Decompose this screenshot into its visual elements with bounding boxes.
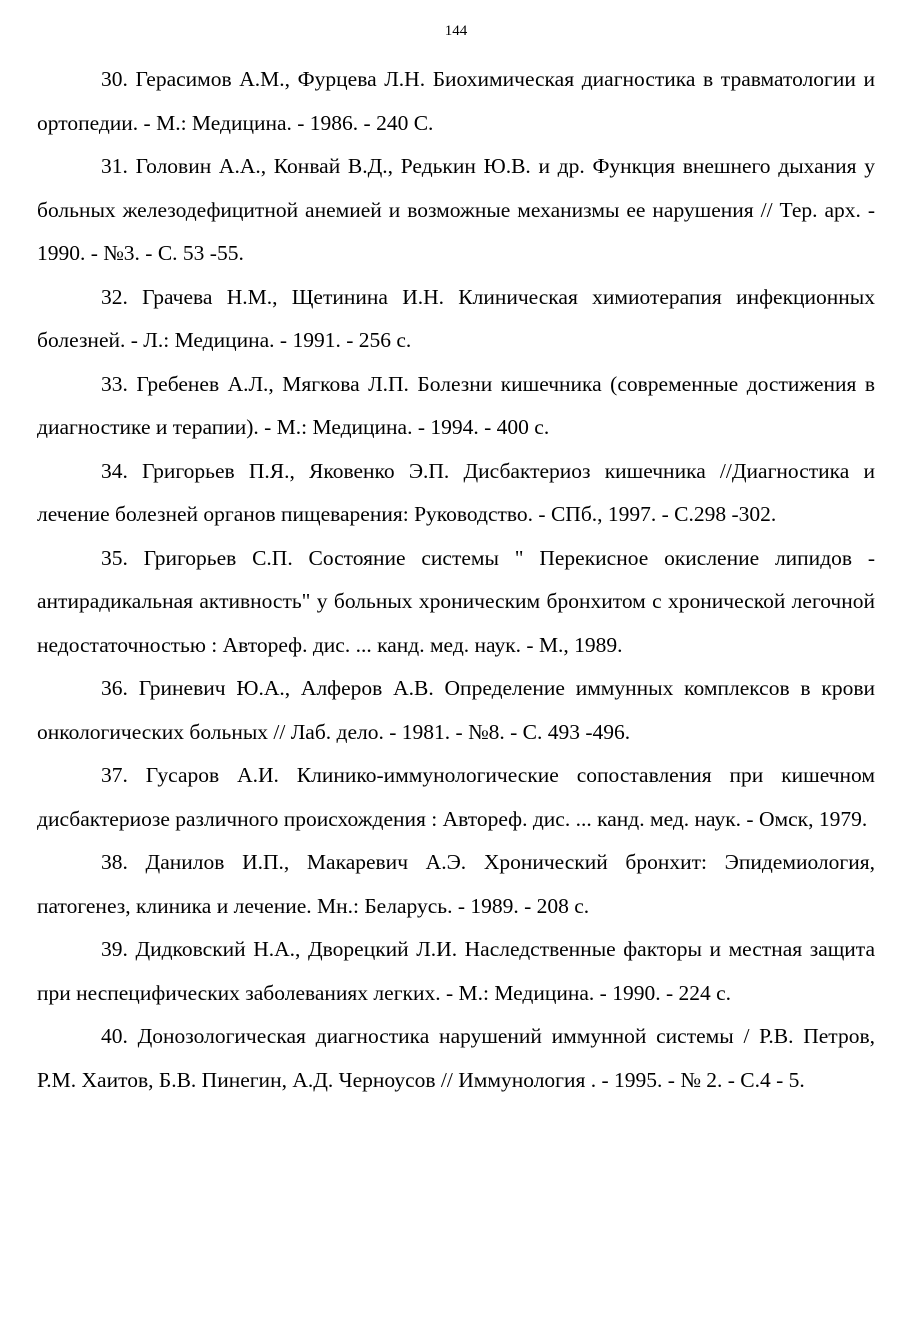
reference-item-30: 30. Герасимов А.М., Фурцева Л.Н. Биохимическая диагностика в травматологии и ортопедии. - М.: Медицина. - 1986. - 240 С.: [37, 67, 875, 135]
reference-item-36: 36. Гриневич Ю.А., Алферов А.В. Определение иммунных комплексов в крови онкологических больных // Лаб. дело. - 1981. - №8. - С. 493 -496.: [37, 676, 875, 744]
reference-item-40: 40. Донозологическая диагностика нарушений иммунной системы / Р.В. Петров, Р.М. Хаитов, Б.В. Пинегин, А.Д. Черноусов // Иммунология . - 1995. - № 2. - С.4 - 5.: [37, 1024, 875, 1092]
reference-item-38: 38. Данилов И.П., Макаревич А.Э. Хронический бронхит: Эпидемиология, патогенез, клиника и лечение. Мн.: Беларусь. - 1989. - 208 с.: [37, 850, 875, 918]
page-number: 144: [444, 23, 468, 39]
reference-item-31: 31. Головин А.А., Конвай В.Д., Редькин Ю.В. и др. Функция внешнего дыхания у больных железодефицитной анемией и возможные механизмы ее нарушения // Тер. арх. - 1990. - №3. - С. 53 -55.: [37, 154, 875, 265]
reference-list: [37, 58, 875, 1102]
reference-item-32: 32. Грачева Н.М., Щетинина И.Н. Клиническая химиотерапия инфекционных болезней. - Л.: Медицина. - 1991. - 256 с.: [37, 284, 875, 352]
reference-item-39: 39. Дидковский Н.А., Дворецкий Л.И. Наследственные факторы и местная защита при неспецифических заболеваниях легких. - М.: Медицина. - 1990. - 224 с.: [37, 937, 875, 1005]
reference-item-37: 37. Гусаров А.И. Клинико-иммунологические сопоставления при кишечном дисбактериозе различного происхождения : Автореф. дис. ... канд. мед. наук. - Омск, 1979.: [37, 763, 875, 831]
reference-item-34: 34. Григорьев П.Я., Яковенко Э.П. Дисбактериоз кишечника //Диагностика и лечение болезней органов пищеварения: Руководство. - СПб., 1997. - С.298 -302.: [37, 458, 875, 526]
reference-item-35: 35. Григорьев С.П. Состояние системы " Перекисное окисление липидов - антирадикальная активность" у больных хроническим бронхитом с хронической легочной недостаточностью : Автореф. дис. ... канд. мед. наук. - М., 1989.: [37, 545, 875, 657]
reference-item-33: 33. Гребенев А.Л., Мягкова Л.П. Болезни кишечника (современные достижения в диагностике и терапии). - М.: Медицина. - 1994. - 400 с.: [37, 371, 875, 439]
